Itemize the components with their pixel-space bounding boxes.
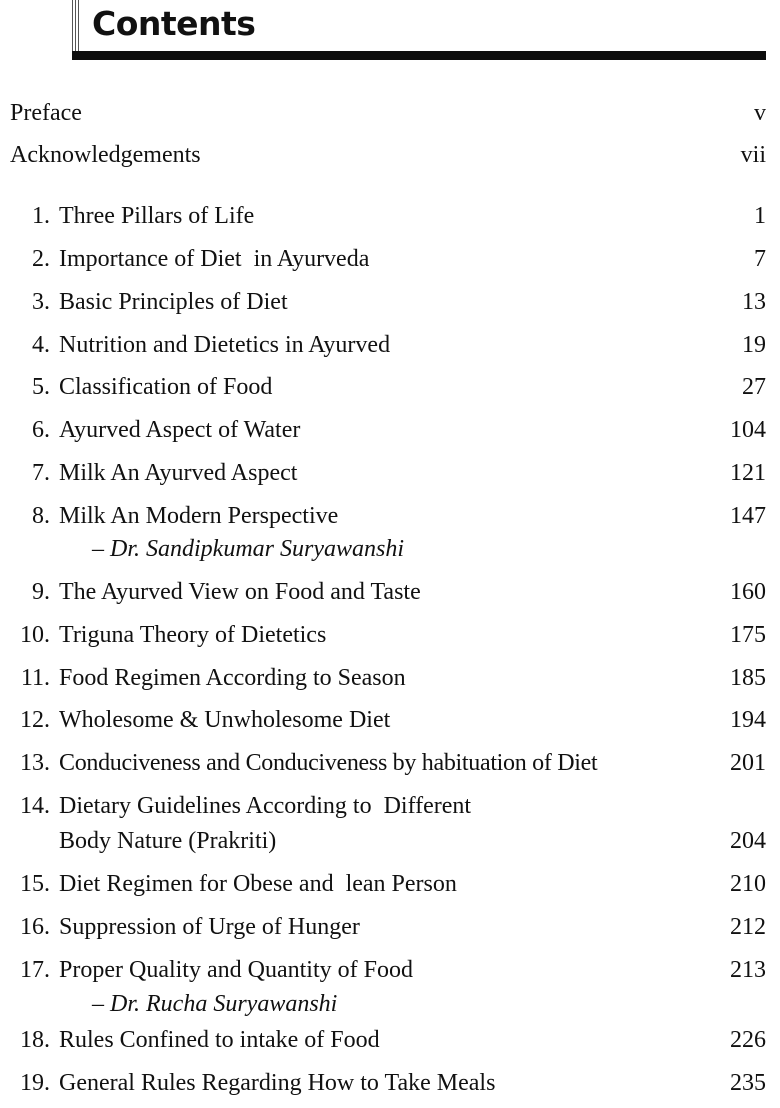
entry-page: 194 (730, 707, 766, 733)
entry-page: 175 (730, 622, 766, 648)
entry-page: 204 (730, 828, 766, 854)
entry-title: Milk An Ayurved Aspect (59, 460, 298, 486)
entry-number: 1. (32, 203, 50, 229)
entry-title: Preface (10, 100, 82, 126)
entry-title: Wholesome & Unwholesome Diet (59, 707, 391, 733)
entry-page: 160 (730, 579, 766, 605)
entry-page: vii (740, 142, 766, 168)
entry-title: The Ayurved View on Food and Taste (59, 579, 421, 605)
entry-title: Nutrition and Dietetics in Ayurved (59, 332, 391, 358)
entry-page: 212 (730, 914, 766, 940)
entry-number: 3. (32, 289, 50, 315)
entry-page: 1 (754, 203, 766, 229)
entry-number: 18. (20, 1027, 50, 1053)
entry-number: 8. (32, 503, 50, 529)
entry-page: 121 (730, 460, 766, 486)
contents-header (72, 0, 768, 61)
entry-title: Importance of Diet in Ayurveda (59, 246, 370, 272)
entry-number: 17. (20, 957, 50, 983)
entry-page: 185 (730, 665, 766, 691)
entry-page: v (754, 100, 766, 126)
entry-title: Acknowledgements (10, 142, 201, 168)
entry-page: 210 (730, 871, 766, 897)
entry-number: 15. (20, 871, 50, 897)
entry-number: 5. (32, 374, 50, 400)
entry-number: 12. (20, 707, 50, 733)
entry-title: Ayurved Aspect of Water (59, 417, 301, 443)
entry-number: 11. (20, 665, 50, 691)
entry-page: 213 (730, 957, 766, 983)
entry-page: 235 (730, 1070, 766, 1096)
entry-author: – Dr. Sandipkumar Suryawanshi (92, 536, 405, 562)
entry-title: Classification of Food (59, 374, 273, 400)
entry-title: Conduciveness and Conduciveness by habituation of Diet (59, 750, 598, 776)
entry-author: – Dr. Rucha Suryawanshi (92, 991, 338, 1017)
entry-title: Basic Principles of Diet (59, 289, 288, 315)
heading-rule (72, 51, 766, 60)
entry-number: 6. (32, 417, 50, 443)
entry-number: 13. (20, 750, 50, 776)
entry-page: 104 (730, 417, 766, 443)
entry-page: 7 (754, 246, 766, 272)
entry-title: Three Pillars of Life (59, 203, 255, 229)
decorative-vertical-line (75, 0, 76, 55)
entry-page: 201 (730, 750, 766, 776)
entry-title: Milk An Modern Perspective (59, 503, 339, 529)
entry-title: General Rules Regarding How to Take Meals (59, 1070, 496, 1096)
entry-title: Proper Quality and Quantity of Food (59, 957, 413, 983)
decorative-vertical-line (72, 0, 73, 55)
page-title: Contents (92, 4, 256, 43)
entry-title: Rules Confined to intake of Food (59, 1027, 380, 1053)
entry-title: Dietary Guidelines According to Different (59, 793, 472, 819)
entry-title: Triguna Theory of Dietetics (59, 622, 327, 648)
entry-title: Food Regimen According to Season (59, 665, 406, 691)
decorative-vertical-line (78, 0, 79, 55)
entry-title: Suppression of Urge of Hunger (59, 914, 360, 940)
entry-title: Diet Regimen for Obese and lean Person (59, 871, 457, 897)
entry-number: 9. (32, 579, 50, 605)
entry-title-line2: Body Nature (Prakriti) (59, 828, 277, 854)
entry-page: 27 (742, 374, 766, 400)
entry-number: 16. (20, 914, 50, 940)
entry-page: 147 (730, 503, 766, 529)
entry-page: 19 (742, 332, 766, 358)
entry-number: 14. (20, 793, 50, 819)
entry-page: 13 (742, 289, 766, 315)
entry-number: 10. (20, 622, 50, 648)
entry-number: 4. (32, 332, 50, 358)
entry-number: 2. (32, 246, 50, 272)
entry-page: 226 (730, 1027, 766, 1053)
entry-number: 7. (32, 460, 50, 486)
entry-number: 19. (20, 1070, 50, 1096)
